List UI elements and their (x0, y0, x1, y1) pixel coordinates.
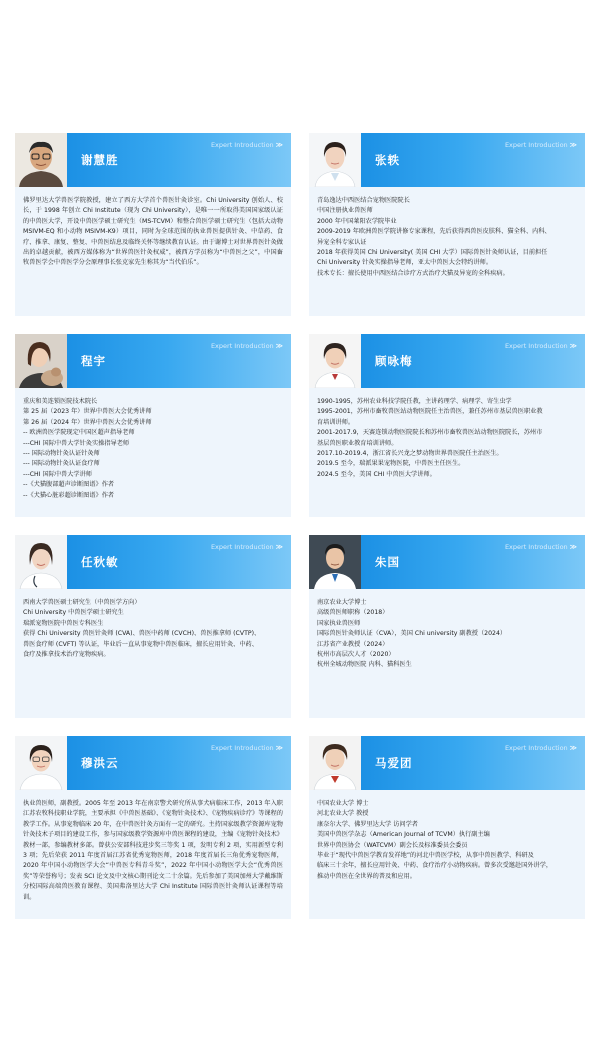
double-chevron-right-icon: ≫ (275, 342, 283, 350)
expert-name: 任秋敏 (81, 555, 119, 569)
expert-introduction-label: Expert Introduction ≫ (504, 543, 577, 551)
bio-line: --《犬猫心脏彩超诊断图谱》作者 (23, 491, 115, 499)
bio-line: --- 国际动物针灸认证食疗师 (23, 460, 100, 468)
double-chevron-right-icon: ≫ (569, 543, 577, 551)
card-body (309, 388, 585, 486)
expert-introduction-label: Expert Introduction ≫ (504, 342, 577, 350)
bio-line: 南京农业大学博士 (317, 599, 367, 606)
expert-photo-ma (309, 736, 361, 790)
double-chevron-right-icon: ≫ (569, 342, 577, 350)
bio-line: 世界中兽医协会（WATCVM）副会长及标准委员会委员 (317, 841, 468, 849)
expert-card-zhu (309, 535, 585, 718)
bio-line: 食疗及推拿技术治疗宠物疾病。 (23, 651, 110, 659)
bio-line: 推动中兽医在全世界的普及和应用。 (317, 872, 416, 880)
expert-introduction-label: Expert Introduction ≫ (210, 141, 283, 149)
expert-photo-zhang (309, 133, 361, 187)
card-body (309, 790, 585, 888)
card-body (15, 187, 291, 275)
card-body (15, 790, 291, 909)
bio-line: 2024.5 至今，美国 CHI 中兽医大学讲师。 (317, 470, 436, 478)
bio-line: ---CHI 国际中兽大学针灸实操指导老师 (23, 439, 130, 447)
bio-line: 基层兽医职业教育培训讲师。 (317, 439, 398, 447)
bio-line: 江苏省产业教授（2024） (317, 640, 389, 648)
expert-card-cheng (15, 334, 291, 517)
bio-line: 2001-2017.9，天赛连锁动物医院院长和苏州市畜牧兽医站动物医院院长，苏州市 (317, 429, 543, 437)
bio-line: 2009-2019 年欧洲兽医学院讲修专家课程，先后获得西兽医皮肤科、猫全科、内科、 (317, 228, 551, 236)
expert-card-xie (15, 133, 291, 316)
card-header (15, 133, 291, 187)
bio-line: 中国注册执业兽医师 (317, 207, 373, 215)
bio-line: 2000 年中国莱阳农学院毕业 (317, 217, 397, 225)
bio-line: 康奈尔大学、佛罗里达大学 访问学者 (317, 820, 418, 828)
card-header (309, 736, 585, 790)
bio-line: 河北农业大学 教授 (317, 810, 369, 818)
bio-line: 2017.10-2019.4，浙江省长兴龙之梦动物世界兽医院任主治医生。 (317, 450, 503, 458)
card-header (309, 133, 585, 187)
expert-name: 张轶 (375, 153, 400, 167)
bio-line: 青岛逸达中西医结合宠物医院院长 (317, 197, 410, 204)
bio-line: -- 欧洲兽医学院现定中国区超声指导老师 (23, 429, 135, 437)
expert-photo-zhu (309, 535, 361, 589)
expert-introduction-label: Expert Introduction ≫ (504, 141, 577, 149)
card-header (309, 535, 585, 589)
bio-line: 瑞派宠物医院中兽医专科医生 (23, 619, 104, 627)
bio-line: ---CHI 国际中兽大学讲师 (23, 470, 92, 478)
double-chevron-right-icon: ≫ (275, 744, 283, 752)
bio-line: 技术专长：擅长使用中西医结合诊疗方式治疗犬猫及异宠的全科疾病。 (317, 269, 509, 277)
expert-introduction-label: Expert Introduction ≫ (504, 744, 577, 752)
expert-name: 程宇 (81, 354, 106, 368)
bio-line: 第 26 届（2024 年）世界中兽医大会优秀讲师 (23, 418, 152, 426)
expert-card-ren (15, 535, 291, 718)
bio-line: 第 25 届（2023 年）世界中兽医大会优秀讲师 (23, 408, 152, 416)
expert-photo-gu (309, 334, 361, 388)
expert-name: 穆洪云 (81, 756, 119, 770)
expert-card-mu (15, 736, 291, 919)
bio-line: 获得 Chi University 兽医针灸师 (CVA)、兽医中药师 (CVCH)、兽医推拿师 (CVTP)、 (23, 630, 261, 638)
double-chevron-right-icon: ≫ (569, 141, 577, 149)
bio-line: 中国农业大学 博士 (317, 800, 369, 807)
bio-line: Chi University 中兽医学硕士研究生 (23, 609, 124, 617)
expert-card-zhang (309, 133, 585, 316)
expert-introduction-label: Expert Introduction ≫ (210, 342, 283, 350)
bio-line: 育培训讲师。 (317, 418, 355, 426)
bio-line: 西南大学兽医硕士研究生（中兽医学方向） (23, 599, 141, 606)
expert-name: 谢慧胜 (81, 153, 119, 167)
bio-line: 毕业于“现代中兽医学教育发祥地”的河北中兽医学校，从事中兽医教学、科研及 (317, 852, 534, 860)
bio-line: 1990-1995，苏州农业科技学院任教，主讲药理学、病理学、寄生虫学 (317, 398, 512, 405)
expert-bio: 执业兽医师，副教授。2005 年至 2013 年在南京警犬研究所从事犬病临床工作，2013 年入职江苏农牧科技职业学院，主要承担《中兽医基础》、《宠物针灸技术》、《宠物疾病诊疗》等课程的教学工作。从事宠物临床 20 年，在中兽医针灸方面有一定的研究。主持国家级教学资源库宠物针灸技术子项目的建设工作，参与国家级教学资源库中兽医课程的建设，主编《宠物针灸技术》教材一部，参编教材多部。曾获公安部科技进步奖三等奖 1 项，发明专利 2 项，实用新型专利 3 项；先后荣获 2011 年度首届江苏省优秀宠物医师，2018 年度首届长三角优秀宠物医师，2020 年中国小动物医学大会“中兽医专科青斗奖”，2022 年中国小动物医学大会“优秀兽医奖”等荣誉称号；发表 SCI 论文及中文核心期刊论文二十余篇。先后参加了美国加州大学戴维斯分校国际高端兽医教育课程、美国弗洛里达大学 Chi Institute 国际兽医针灸师认证课程等培训。 (23, 800, 283, 901)
bio-line: 国家执业兽医师 (317, 619, 361, 627)
expert-card-ma (309, 736, 585, 919)
bio-line: 美国中兽医学杂志（American Journal of TCVM）执行副主编 (317, 831, 490, 839)
bio-line: --《犬猫腹部超声诊断图谱》作者 (23, 481, 115, 489)
expert-card-gu (309, 334, 585, 517)
expert-photo-xie (15, 133, 67, 187)
bio-line: 异宠全科专家认证 (317, 238, 367, 246)
expert-photo-cheng (15, 334, 67, 388)
bio-line: Chi University 针灸实操指导老师，亚太中兽医大会特约讲师。 (317, 259, 493, 267)
bio-line: 1995-2001，苏州市畜牧兽医站动物医院任主治兽医，兼任苏州市基层兽医职业教 (317, 408, 543, 416)
card-body (15, 589, 291, 666)
expert-photo-mu (15, 736, 67, 790)
expert-name: 马爱团 (375, 756, 413, 770)
bio-line: 临床三十余年，擅长应用针灸、中药、食疗治疗小动物疾病。曾多次受邀赴国外讲学， (317, 862, 553, 870)
bio-line: 国际兽医针灸师认证（CVA），美国 Chi university 副教授（2024） (317, 630, 507, 638)
bio-line: 2018 年获得美国 Chi University( 美国 CHI 大学）国际兽医针灸师认证，目前担任 (317, 249, 548, 257)
bio-line: 2019.5 至今，瑞派果果宠物医院，中兽医主任医生。 (317, 460, 465, 468)
bio-line: 杭州市高层次人才（2020） (317, 651, 395, 659)
double-chevron-right-icon: ≫ (275, 141, 283, 149)
expert-introduction-label: Expert Introduction ≫ (210, 744, 283, 752)
card-header (309, 334, 585, 388)
bio-line: 高级兽医师职称（2018） (317, 609, 389, 617)
bio-line: 杭州全城动物医院 内科、猫科医生 (317, 661, 412, 669)
expert-bio: 佛罗里达大学兽医学院教授，建立了西方大学首个兽医针灸诊室。Chi University 创始人、校长，于 1998 年创立 Chi Institute（现为 Chi University），是唯一一所取得美国国家级认证的中兽医大学，开设中兽医学硕士研究生（MS-TCVM）和整合兽医学硕士研究生（包括大动物 MSIVM-EQ 和小动物 MSIVM-K9）项目，同时为全球范围的执业兽医提供针灸、中草药、食疗、推拿、康复、整复、中兽医结息及临终关怀等继续教育认证。由于谢博士对世界兽医针灸做出的卓越贡献，被西方媒体称为“世界兽医针灸权威”，被西方学员称为“中兽医之父”，中国畜牧兽医学会中兽医学分会原理事长张克家先生称其为“当代伯乐”。 (23, 197, 283, 267)
bio-line: --- 国际动物针灸认证针灸师 (23, 450, 100, 458)
expert-name: 朱国 (375, 555, 400, 569)
double-chevron-right-icon: ≫ (569, 744, 577, 752)
double-chevron-right-icon: ≫ (275, 543, 283, 551)
card-header (15, 535, 291, 589)
bio-line: 兽医食疗师 (CVFT) 等认证，毕业后一直从事宠物中兽医临床，擅长应用针灸、中药、 (23, 640, 258, 648)
bio-line: 重庆和美连锁医院技术院长 (23, 398, 98, 405)
card-header (15, 736, 291, 790)
expert-name: 顾咏梅 (375, 354, 413, 368)
expert-introduction-label: Expert Introduction ≫ (210, 543, 283, 551)
expert-photo-ren (15, 535, 67, 589)
card-body (309, 589, 585, 677)
card-header (15, 334, 291, 388)
card-body (309, 187, 585, 285)
card-body (15, 388, 291, 507)
